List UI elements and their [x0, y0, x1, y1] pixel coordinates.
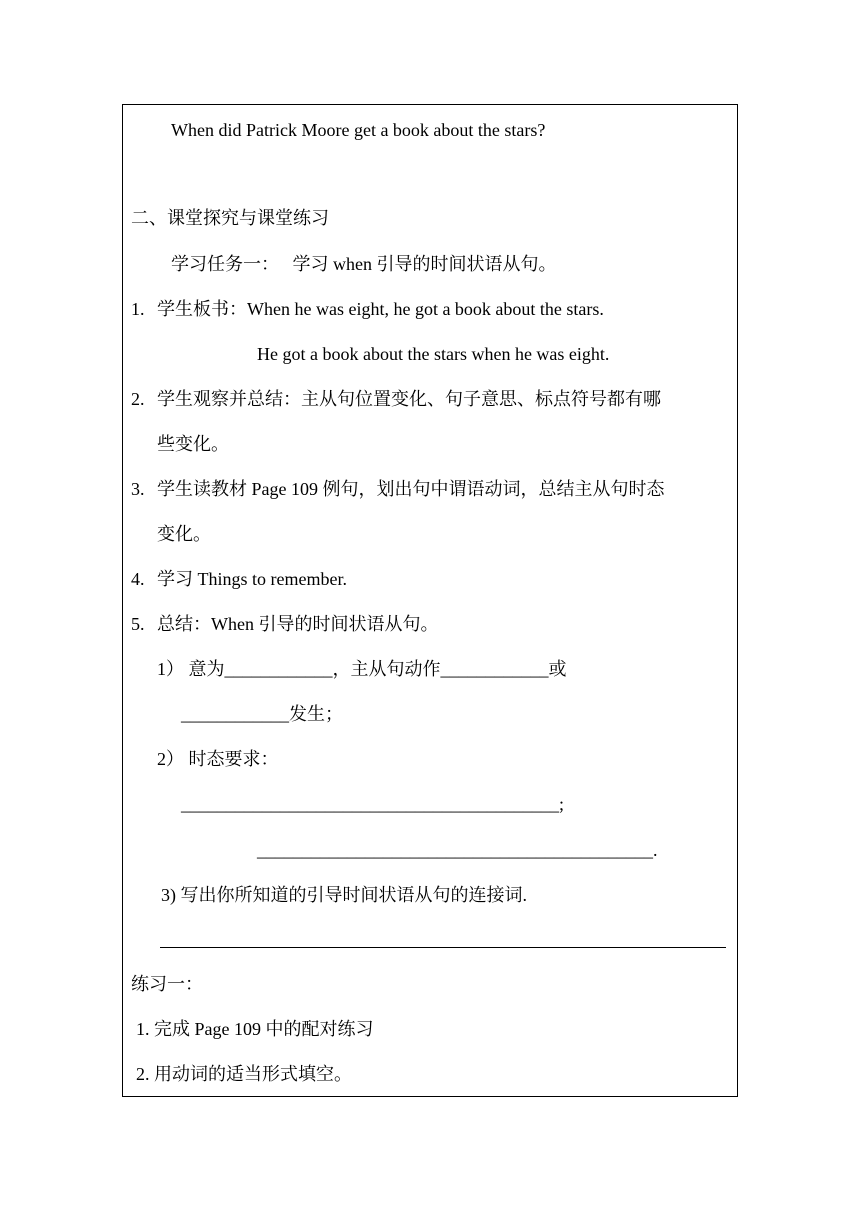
sub-item-2-blank-b: ____________________________________________. [257, 840, 658, 860]
item-1-text: 学生板书：When he was eight, he got a book about the stars. [157, 299, 604, 319]
sub-item-3: 3) 写出你所知道的引导时间状语从句的连接词. [161, 885, 527, 905]
exercise-2: 2. 用动词的适当形式填空。 [136, 1064, 352, 1084]
task-one-heading: 学习任务一： 学习 when 引导的时间状语从句。 [171, 254, 557, 274]
item-5-text: 总结：When 引导的时间状语从句。 [157, 614, 439, 634]
item-5-number: 5. [131, 614, 145, 634]
intro-question: When did Patrick Moore get a book about the stars? [171, 120, 546, 140]
exercise-heading: 练习一： [131, 974, 203, 994]
sub-item-2-blank-a: __________________________________________; [181, 794, 565, 814]
sub-item-1-line2: ____________发生； [181, 704, 343, 724]
item-2-text-line2: 些变化。 [157, 434, 229, 454]
item-3-text: 学生读教材 Page 109 例句，划出句中谓语动词，总结主从句时态 [157, 479, 665, 499]
exercise-1: 1. 完成 Page 109 中的配对练习 [136, 1019, 374, 1039]
item-4-text: 学习 Things to remember. [157, 569, 347, 589]
item-3-number: 3. [131, 479, 145, 499]
item-3-text-line2: 变化。 [157, 524, 211, 544]
item-1-text-line2: He got a book about the stars when he was eight. [257, 344, 610, 364]
sub-item-1: 1） 意为____________，主从句动作____________或 [157, 659, 567, 679]
item-4-number: 4. [131, 569, 145, 589]
sub-item-2: 2） 时态要求： [157, 749, 279, 769]
section-heading: 二、课堂探究与课堂练习 [131, 208, 329, 228]
item-1-number: 1. [131, 299, 145, 319]
item-2-number: 2. [131, 389, 145, 409]
item-2-text: 学生观察并总结：主从句位置变化、句子意思、标点符号都有哪 [157, 389, 661, 409]
answer-rule [160, 947, 726, 948]
